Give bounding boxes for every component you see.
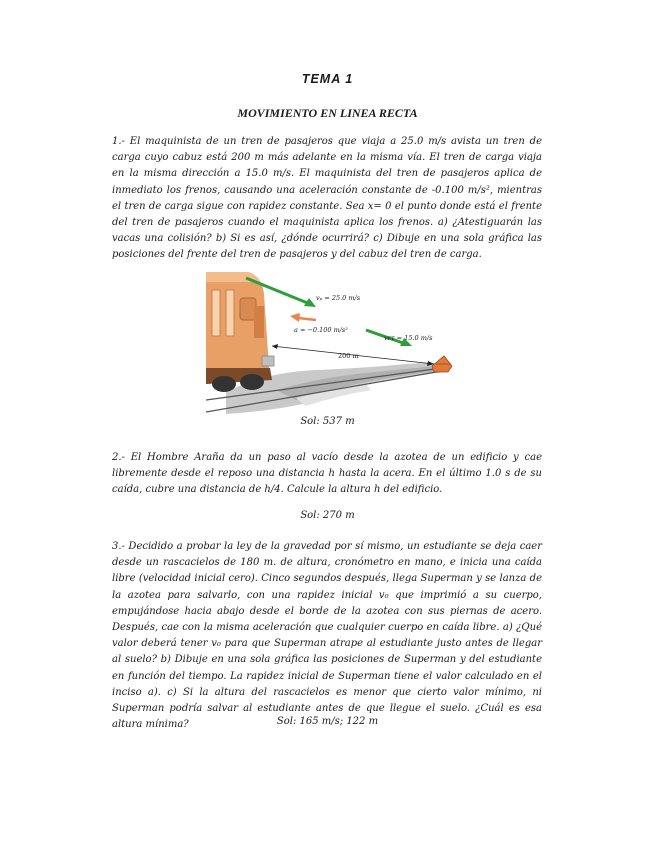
problem-1-text: 1.- El maquinista de un tren de pasajeros que viaja a 25.0 m/s avista un tren de carga cuyo cabuz está 200 m más adelante en la misma vía. El tren de carga viaja en la misma dirección a 15.0 m/s. El maquinista del tren de pasajeros aplica de inmediato los frenos, causando una aceleración constante de -0.100 m/s², mientras el tren de carga sigue con rapidez constante. Sea x= 0 el punto donde está el frente del tren de pasajeros cuando el maquinista aplica los frenos. a) ¿Atestiguarán las vacas una colisión? b) Si es así, ¿dónde ocurrirá? c) Dibuje en una sola gráfica las posiciones del frente del tren de pasajeros y del cabuz del tren de carga.	[112, 136, 542, 261]
label-acceleration: a = −0.100 m/s²	[294, 326, 348, 334]
problem-3-solution: Sol: 165 m/s; 122 m	[276, 716, 379, 727]
acceleration-arrow	[290, 313, 316, 322]
problem-2-text: 2.- El Hombre Araña da un paso al vacío desde la azotea de un edificio y cae libremente desde el reposo una distancia h hasta la acera. En el último 1.0 s de su caída, cubre una distancia de h/4. Calcule la altura h del edificio.	[112, 452, 542, 496]
label-passenger-velocity: vₚ = 25.0 m/s	[316, 294, 361, 302]
label-freight-velocity: vꜰᴛ = 15.0 m/s	[384, 334, 433, 342]
problem-1-solution: Sol: 537 m	[300, 416, 355, 427]
page-title: TEMA 1	[301, 72, 354, 86]
caboose	[432, 356, 452, 372]
problem-2-solution: Sol: 270 m	[300, 510, 355, 521]
label-distance: 200 m	[338, 352, 359, 360]
section-subtitle: MOVIMIENTO EN LINEA RECTA	[237, 106, 418, 120]
problem-3-text: 3.- Decidido a probar la ley de la gravedad por sí mismo, un estudiante se deja caer desde un rascacielos de 180 m. de altura, cronómetro en mano, e inicia una caída libre (velocidad inicial cero). Cinco segundos después, llega Superman y se lanza de la azotea para salvarlo, con una rapidez inicial v₀ que imprimió a su cuerpo, empujándose hacia abajo desde el borde de la azotea con sus piernas de acero. Después, cae con la misma aceleración que cualquier cuerpo en caída libre. a) ¿Qué valor deberá tener v₀ para que Superman atrape al estudiante justo antes de llegar al suelo? b) Dibuje en una sola gráfica las posiciones de Superman y del estudiante en función del tiempo. La rapidez inicial de Superman tiene el valor calculado en el inciso a). c) Si la altura del rascacielos es menor que cierto valor mínimo, ni Superman podría salvar al estudiante antes de que llegue el suelo. ¿Cuál es esa altura mínima?	[112, 541, 542, 731]
passenger-train	[206, 272, 274, 392]
train-collision-figure	[206, 272, 454, 414]
